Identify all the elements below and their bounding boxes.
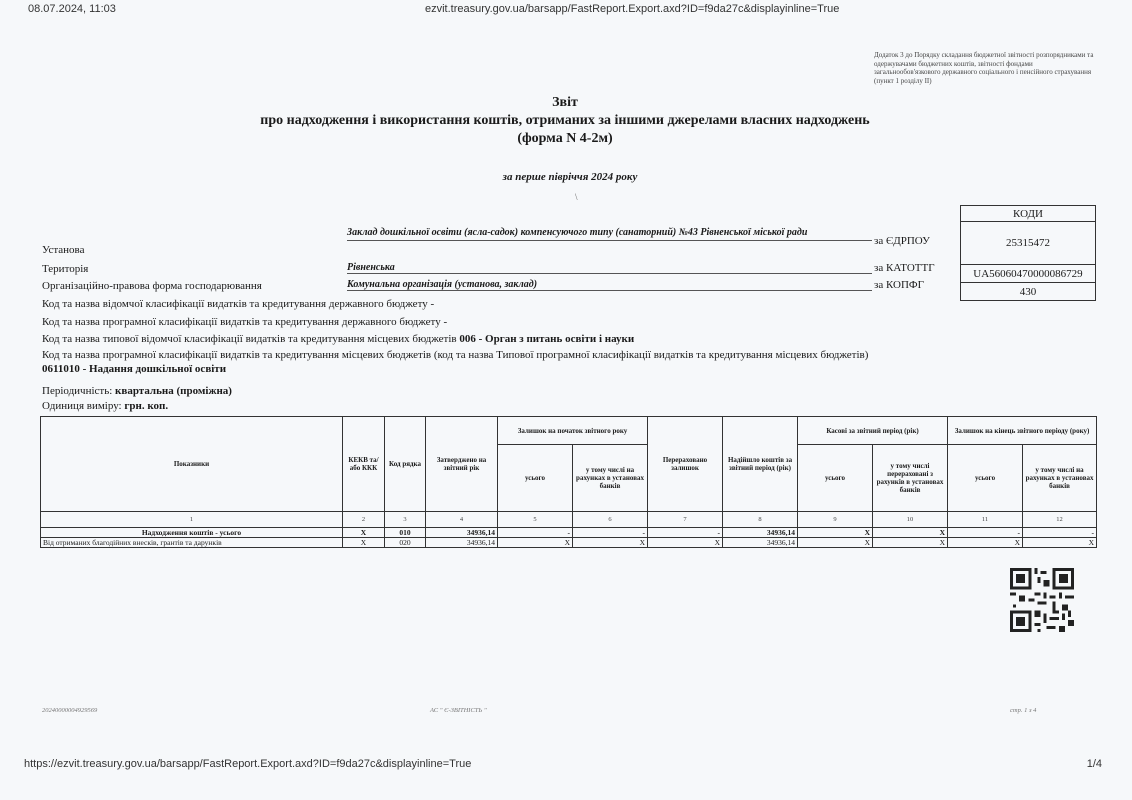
periodicity [42,384,902,398]
unit-value: грн. коп. [124,400,169,412]
legal-form-label: Організаційно-правова форма господарювання [42,280,262,292]
col-number: 11 [948,512,1023,528]
edrpou-code: 25315472 [961,222,1096,265]
edrpou-label: за ЄДРПОУ [874,235,930,247]
row-end-in-banks: X [1023,538,1097,548]
header-kekv: КЕКВ та/або ККК [343,417,385,512]
page-url[interactable]: ezvit.treasury.gov.ua/barsapp/FastReport.Export.axd?ID=f9da27c&displayinline=True [425,3,840,15]
col-number: 2 [343,512,385,528]
footer-doc-id: 20240000004929569 [42,707,98,714]
header-received: Надійшло коштів за звітний період (рік) [723,417,798,512]
header-indicators: Показники [41,417,343,512]
title-line-2: про надходження і використання коштів, отриманих за іншими джерелами власних надходжень [260,113,870,128]
row-start-in-banks: - [573,528,648,538]
col-number: 5 [498,512,573,528]
row-transferred: - [648,528,723,538]
header-balance-end: Залишок на кінець звітного періоду (року) [948,417,1097,445]
header-transferred: Перераховано залишок [648,417,723,512]
row-approved: 34936,14 [426,538,498,548]
table-row [41,528,1097,538]
row-code: 020 [385,538,426,548]
territory-value: Рівненська [347,262,872,274]
footer-page: стр. 1 з 4 [1010,707,1037,714]
row-start-total: - [498,528,573,538]
katottg-code: UA56060470000086729 [961,265,1096,283]
browser-header [0,3,1132,19]
title-line-1: Звіт [552,95,578,110]
row-end-total: - [948,528,1023,538]
row-approved: 34936,14 [426,528,498,538]
unit-label: Одиниця виміру: [42,400,125,412]
row-start-total: X [498,538,573,548]
browser-footer [0,758,1132,774]
col-number: 10 [873,512,948,528]
territory-label: Територія [42,263,89,275]
page-indicator: 1/4 [1086,758,1102,770]
kopfg-label: за КОПФГ [874,279,924,291]
header-end-in-banks: у тому числі на рахунках в установах банків [1023,445,1097,512]
col-number: 3 [385,512,426,528]
kopfg-code: 430 [961,283,1096,301]
header-end-total: усього [948,445,1023,512]
header-cash: Касові за звітний період (рік) [798,417,948,445]
row-end-total: X [948,538,1023,548]
print-datetime: 08.07.2024, 11:03 [28,3,116,15]
row-transferred: X [648,538,723,548]
row-kekv: X [343,538,385,548]
periodicity-label: Періодичність: [42,385,116,397]
col-number: 8 [723,512,798,528]
col-number: 1 [41,512,343,528]
report-table [40,416,1097,548]
qr-code-icon [1010,568,1074,632]
program-classification-local [42,348,902,376]
dept-local-prefix: Код та назва типової відомчої класифікації видатків та кредитування місцевих бюджетів [42,333,460,345]
appendix-note: Додаток 3 до Порядку складання бюджетної звітності розпорядниками та одержувачами бюджетних коштів, звітності фондами загальнообов'язкового державного соціального і пенсійного страхування (пункт 1 розділу II) [874,51,1094,85]
scan-mark: \ [575,192,578,202]
header-start-total: усього [498,445,573,512]
institution-label: Установа [42,244,85,256]
col-number: 7 [648,512,723,528]
row-kekv: X [343,528,385,538]
footer-system: АС " Є-ЗВІТНІСТЬ " [430,707,487,714]
col-number: 9 [798,512,873,528]
row-cash-total: X [798,528,873,538]
table-row [41,538,1097,548]
unit-of-measure [42,399,902,413]
codes-table [960,205,1096,301]
row-name: Від отриманих благодійних внесків, грантів та дарунків [41,538,343,548]
institution-value: Заклад дошкільної освіти (ясла-садок) компенсуючого типу (санаторний) №43 Рівненської міської ради [347,226,872,241]
row-name: Надходження коштів - усього [41,528,343,538]
row-cash-transferred: X [873,538,948,548]
title-line-3: (форма N 4-2м) [517,131,613,146]
full-page-url[interactable]: https://ezvit.treasury.gov.ua/barsapp/FastReport.Export.axd?ID=f9da27c&displayinline=True [24,758,472,770]
dept-classification-local [42,332,902,346]
row-received: 34936,14 [723,528,798,538]
header-cash-total: усього [798,445,873,512]
program-local-value: 0611010 - Надання дошкільної освіти [42,363,227,375]
row-received: 34936,14 [723,538,798,548]
program-classification-state: Код та назва програмної класифікації видатків та кредитування державного бюджету - [42,316,448,328]
codes-header: КОДИ [961,206,1096,222]
periodicity-value: квартальна (проміжна) [115,385,232,397]
column-numbers-row [41,512,1097,528]
col-number: 6 [573,512,648,528]
header-start-in-banks: у тому числі на рахунках в установах банків [573,445,648,512]
col-number: 4 [426,512,498,528]
col-number: 12 [1023,512,1097,528]
dept-classification-state: Код та назва відомчої класифікації видатків та кредитування державного бюджету - [42,298,435,310]
program-local-prefix: Код та назва програмної класифікації видатків та кредитування місцевих бюджетів (код та назва Типової програмної класифікації видатків та кредитування місцевих бюджетів) [42,349,869,361]
report-period: за перше півріччя 2024 року [502,171,638,183]
row-end-in-banks: - [1023,528,1097,538]
row-start-in-banks: X [573,538,648,548]
header-approved: Затверджено на звітний рік [426,417,498,512]
katottg-label: за КАТОТТГ [874,262,935,274]
row-cash-total: X [798,538,873,548]
header-cash-transferred-banks: у тому числі перераховані з рахунків в установах банків [873,445,948,512]
header-balance-start: Залишок на початок звітного року [498,417,648,445]
row-code: 010 [385,528,426,538]
row-cash-transferred: X [873,528,948,538]
dept-local-value: 006 - Орган з питань освіти і науки [459,333,635,345]
header-row-code: Код рядка [385,417,426,512]
legal-form-value: Комунальна організація (установа, заклад) [347,279,872,291]
report-title [230,94,900,148]
